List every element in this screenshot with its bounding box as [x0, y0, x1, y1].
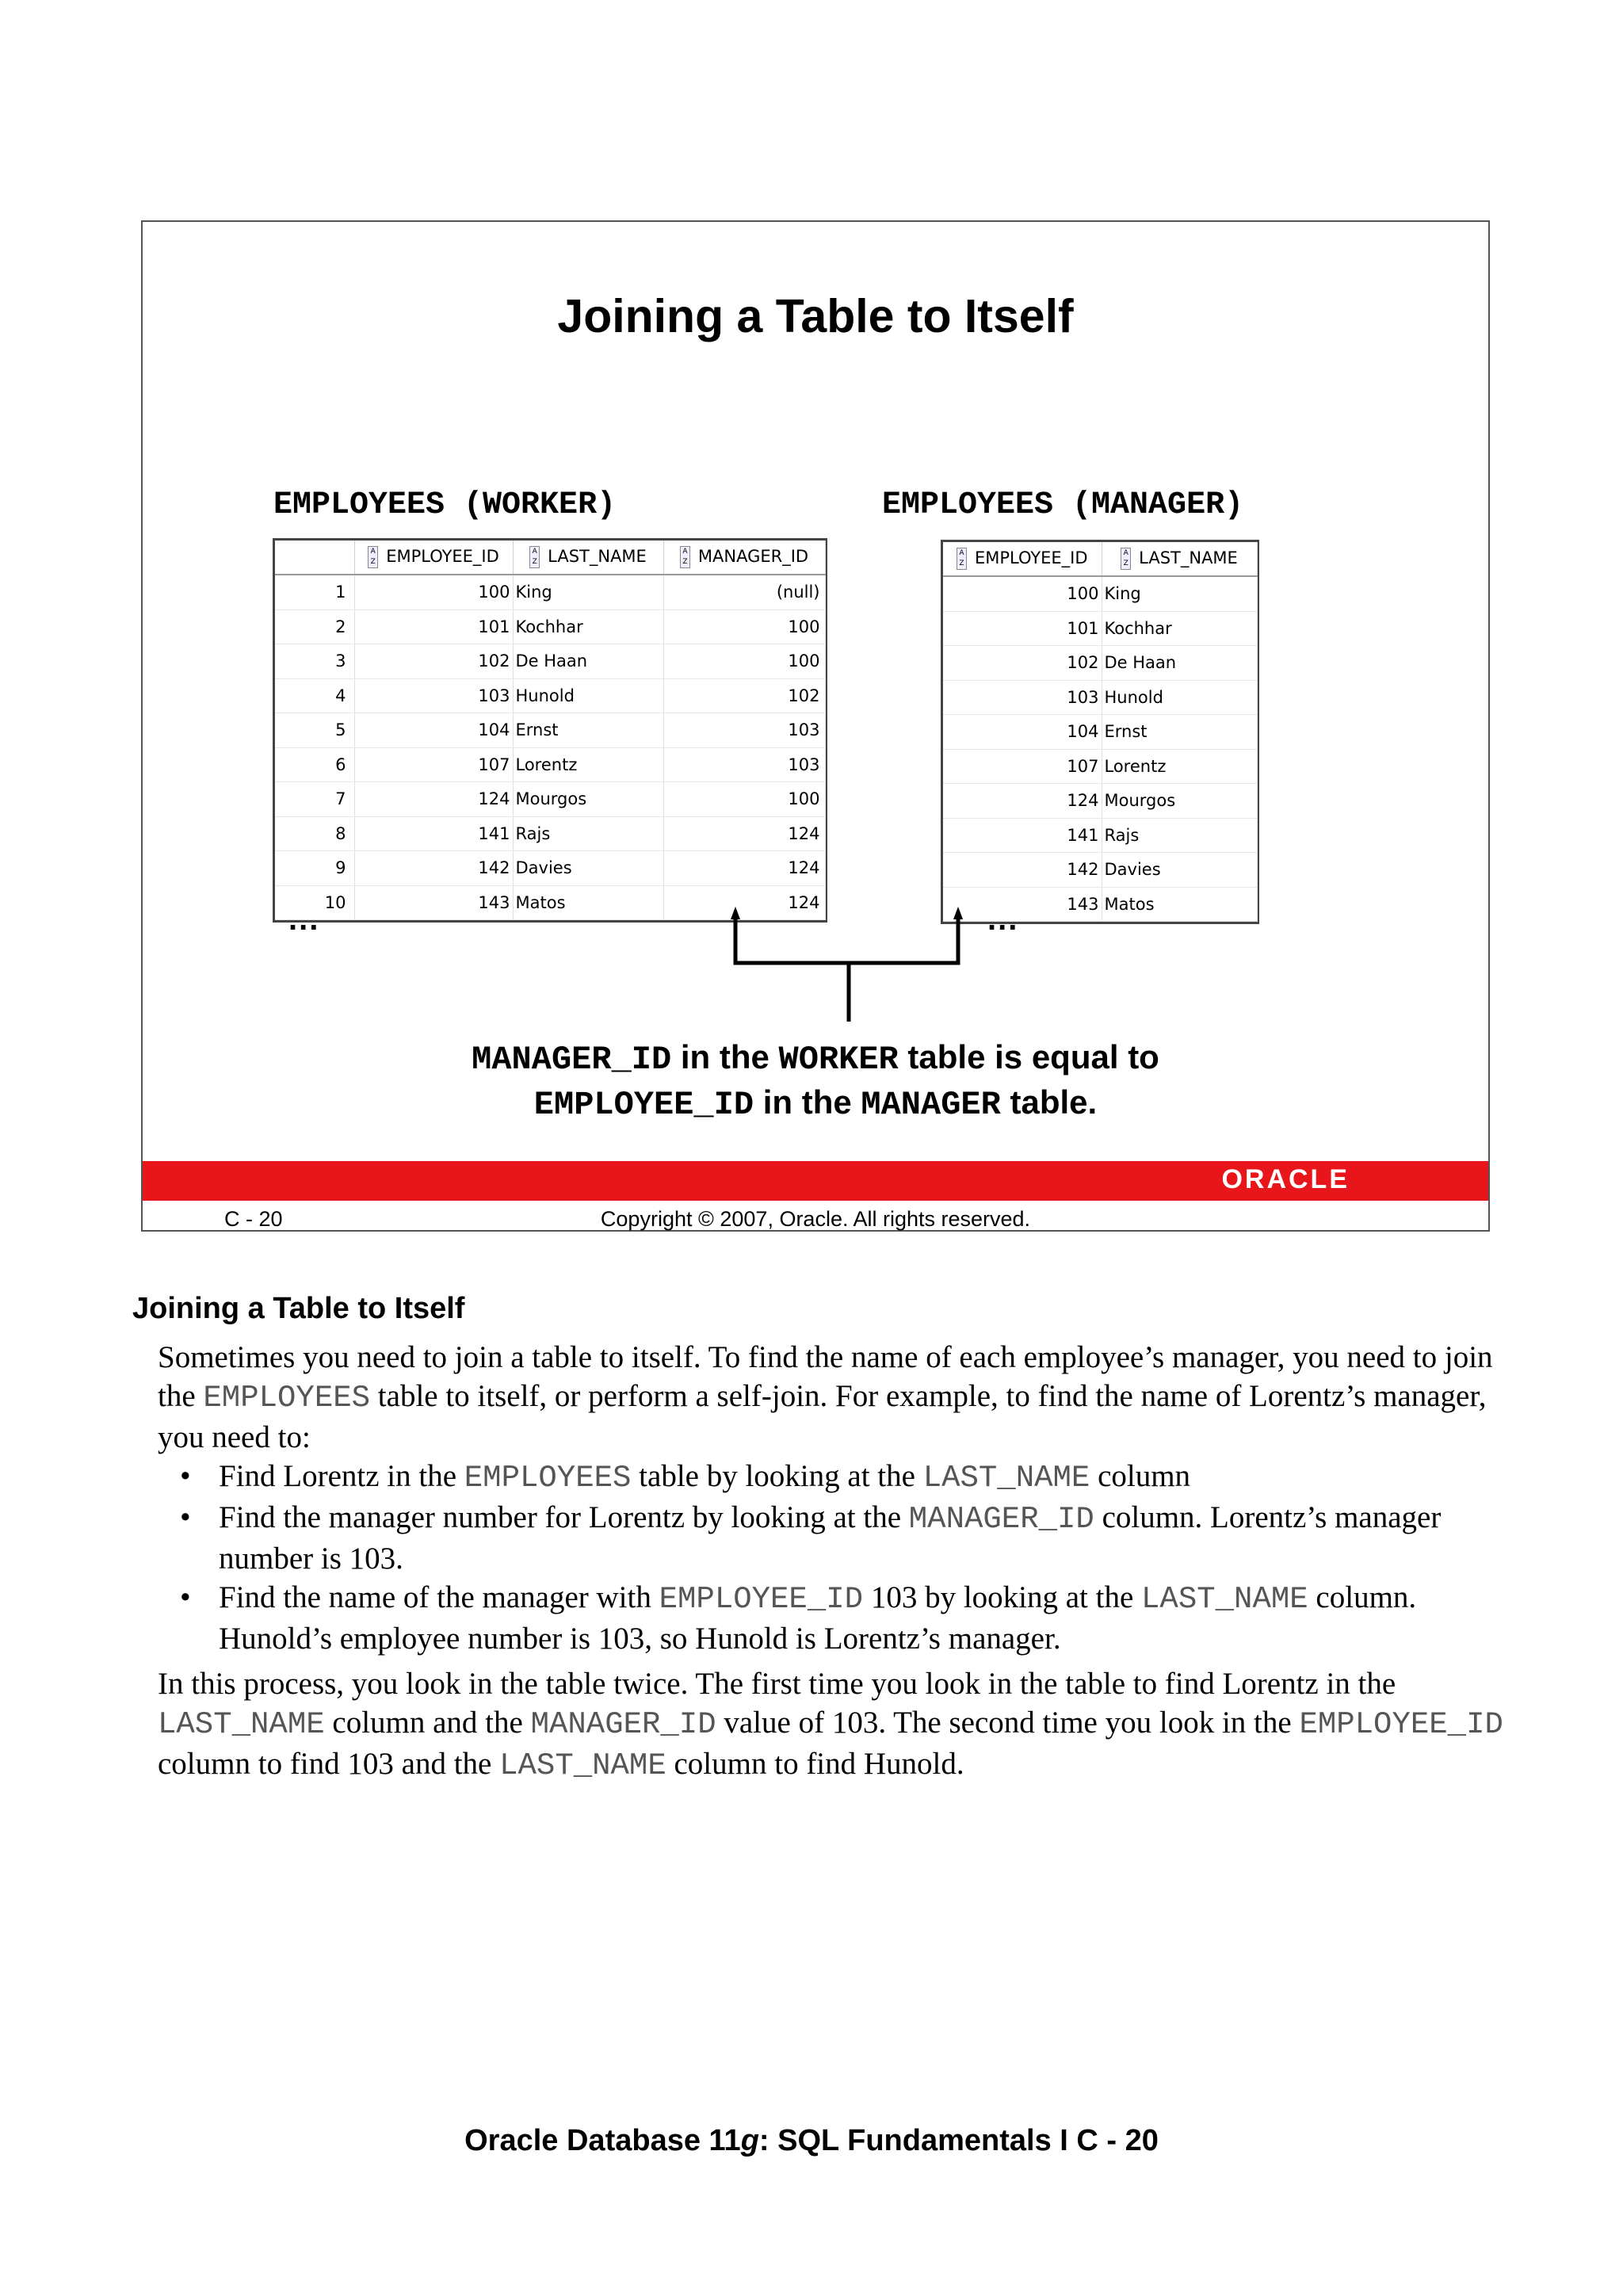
table-cell: 100 [354, 575, 513, 609]
table-cell: 143 [354, 885, 513, 920]
list-item: • Find the manager number for Lorentz by looking at the MANAGER_ID column. Lorentz’s manager number is 103. [158, 1498, 1521, 1578]
table-cell: 102 [943, 646, 1102, 681]
join-connector [143, 222, 1490, 1157]
table-cell: 8 [275, 816, 354, 851]
connector-bracket [735, 911, 958, 963]
table-cell: Mourgos [513, 782, 663, 817]
table-cell: 141 [943, 818, 1102, 853]
list-item: • Find the name of the manager with EMPLOYEE_ID 103 by looking at the LAST_NAME column. Hunold’s employee number is 103, so Hunold is Lorentz’s manager. [158, 1578, 1521, 1658]
table-cell: 9 [275, 851, 354, 886]
copyright: Copyright © 2007, Oracle. All rights reserved. [600, 1207, 1031, 1231]
table-cell: Rajs [513, 816, 663, 851]
column-header-label: LAST_NAME [548, 547, 647, 566]
table-cell: 107 [354, 747, 513, 782]
table-cell: 1 [275, 575, 354, 609]
table-cell: 103 [663, 713, 825, 748]
table-cell: Ernst [513, 713, 663, 748]
table-cell: 107 [943, 749, 1102, 784]
table-cell: 124 [663, 885, 825, 920]
table-cell: 101 [354, 609, 513, 644]
slide-title: Joining a Table to Itself [557, 290, 1074, 342]
table-cell: 6 [275, 747, 354, 782]
table-cell: 141 [354, 816, 513, 851]
table-cell: 5 [275, 713, 354, 748]
table-cell: 103 [663, 747, 825, 782]
table-cell: 142 [943, 853, 1102, 888]
notes-steps-list [158, 1457, 1521, 1658]
table-cell: 100 [943, 576, 1102, 611]
caption-line-2: EMPLOYEE_ID in the MANAGER table. [533, 1083, 1098, 1124]
table-cell: Lorentz [1102, 749, 1257, 784]
sort-icon: A Z [368, 546, 378, 568]
table-cell: Kochhar [1102, 611, 1257, 646]
table-cell: Mourgos [1102, 784, 1257, 819]
table-cell: 101 [943, 611, 1102, 646]
table-cell: 102 [663, 678, 825, 713]
table-cell: Hunold [513, 678, 663, 713]
table-cell: Matos [1102, 887, 1257, 922]
slide [141, 220, 1490, 1232]
sort-icon: A Z [680, 546, 690, 568]
table-cell: 124 [663, 816, 825, 851]
table-cell: 100 [663, 644, 825, 679]
table-cell: 104 [354, 713, 513, 748]
table-cell: 4 [275, 678, 354, 713]
table-cell: 103 [943, 680, 1102, 715]
table-cell: 7 [275, 782, 354, 817]
table-cell: 143 [943, 887, 1102, 922]
table-cell: 103 [354, 678, 513, 713]
table-cell: 3 [275, 644, 354, 679]
column-header-label: EMPLOYEE_ID [386, 547, 499, 566]
table-cell: Matos [513, 885, 663, 920]
manager-ellipsis: ... [987, 902, 1019, 937]
table-cell: Ernst [1102, 715, 1257, 750]
sort-icon: A Z [957, 548, 967, 570]
table-cell: 100 [663, 609, 825, 644]
table-cell: 2 [275, 609, 354, 644]
sort-icon: A Z [529, 546, 540, 568]
table-cell: Davies [1102, 853, 1257, 888]
table-cell: 142 [354, 851, 513, 886]
table-cell: 124 [943, 784, 1102, 819]
arrow-up-icon [731, 907, 740, 919]
table-cell: 10 [275, 885, 354, 920]
table-cell: 104 [943, 715, 1102, 750]
table-cell: De Haan [513, 644, 663, 679]
worker-table-title: EMPLOYEES (WORKER) [273, 487, 617, 523]
table-cell: Rajs [1102, 818, 1257, 853]
table-cell: Kochhar [513, 609, 663, 644]
notes-paragraph-1: Sometimes you need to join a table to itself. To find the name of each employee’s manager, you need to join the EMPLOYEES table to itself, or perform a self-join. For example, to find the name of Lorentz’s manager, you need to: [158, 1340, 1493, 1454]
table-cell: (null) [663, 575, 825, 609]
worker-ellipsis: ... [288, 902, 320, 937]
table-cell: Davies [513, 851, 663, 886]
table-cell: 124 [354, 782, 513, 817]
page-footer: Oracle Database 11g: SQL Fundamentals I C - 20 [464, 2124, 1159, 2157]
table-cell: King [513, 575, 663, 609]
column-header-label: MANAGER_ID [697, 547, 809, 566]
table-cell: 124 [663, 851, 825, 886]
caption-line-1: MANAGER_ID in the WORKER table is equal to [472, 1038, 1159, 1079]
table-cell: De Haan [1102, 646, 1257, 681]
notes-heading: Joining a Table to Itself [132, 1292, 465, 1325]
table-cell: 100 [663, 782, 825, 817]
sort-icon: A Z [1121, 548, 1131, 570]
list-item: • Find Lorentz in the EMPLOYEES table by looking at the LAST_NAME column [158, 1457, 1521, 1498]
oracle-logo: ORACLE [1221, 1164, 1350, 1194]
slide-page-ref: C - 20 [224, 1207, 283, 1231]
manager-table-title: EMPLOYEES (MANAGER) [882, 487, 1244, 523]
notes-body [158, 1338, 1521, 1786]
table-cell: King [1102, 576, 1257, 611]
table-cell: Lorentz [513, 747, 663, 782]
table-cell: 102 [354, 644, 513, 679]
table-cell: Hunold [1102, 680, 1257, 715]
notes-paragraph-2: In this process, you look in the table twice. The first time you look in the table to find Lorentz in the LAST_NAME column and the MANAGER_ID value of 103. The second time you look in the EMPLOYEE_ID column to find 103 and the LAST_NAME column to find Hunold. [158, 1667, 1503, 1783]
column-header-label: LAST_NAME [1139, 548, 1238, 567]
arrow-up-icon [953, 907, 963, 919]
column-header-label: EMPLOYEE_ID [974, 548, 1088, 567]
